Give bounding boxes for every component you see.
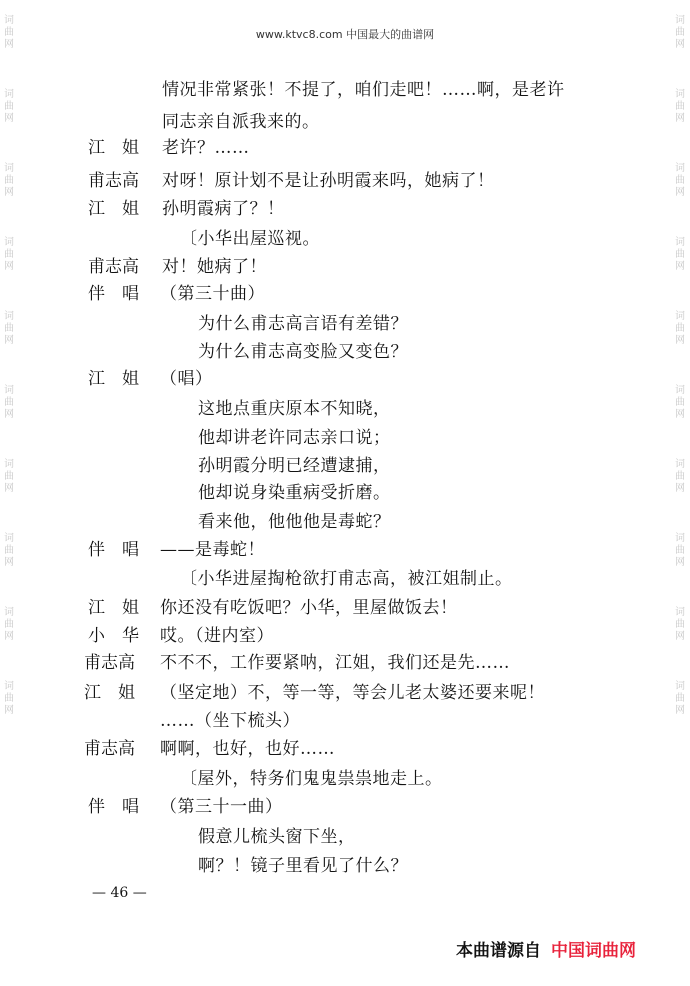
- watermark-char: 网: [675, 187, 685, 198]
- watermark-char: 曲: [675, 471, 685, 482]
- watermark-char: 网: [4, 187, 14, 198]
- speaker-name: 江 姐: [88, 138, 139, 158]
- footer-site-link[interactable]: 中国词曲网: [551, 941, 636, 961]
- watermark-char: 网: [4, 705, 14, 716]
- speaker-name: 江 姐: [88, 598, 139, 618]
- lyric-line: 假意儿梳头窗下坐，: [198, 827, 356, 847]
- dialogue-line: （第三十一曲）: [160, 797, 283, 817]
- watermark-char: 网: [675, 483, 685, 494]
- watermark-char: 曲: [4, 249, 14, 260]
- dialogue-line: 情况非常紧张！不提了，咱们走吧！……啊，是老许: [162, 80, 565, 100]
- lyric-line: 他却说身染重病受折磨。: [198, 483, 391, 503]
- watermark-char: 网: [675, 39, 685, 50]
- watermark-char: 曲: [675, 101, 685, 112]
- watermark-char: 词: [4, 163, 14, 174]
- watermark-char: 曲: [4, 397, 14, 408]
- watermark-char: 词: [4, 15, 14, 26]
- watermark-char: 网: [675, 631, 685, 642]
- watermark-char: 词: [675, 681, 685, 692]
- footer-credit: [456, 936, 636, 961]
- watermark-char: 词: [4, 237, 14, 248]
- speaker-name: 江 姐: [88, 199, 139, 219]
- lyric-line: 他却讲老许同志亲口说；: [198, 428, 391, 448]
- dialogue-line: 孙明霞病了？！: [162, 199, 285, 219]
- watermark-char: 词: [675, 89, 685, 100]
- watermark-char: 曲: [4, 101, 14, 112]
- dialogue-line: 哎。（进内室）: [160, 626, 274, 646]
- watermark-char: 词: [675, 15, 685, 26]
- speaker-name: 伴 唱: [88, 284, 139, 304]
- watermark-char: 网: [675, 409, 685, 420]
- speaker-name: 小 华: [88, 626, 139, 646]
- lyric-line: 为什么甫志高变脸又变色？: [198, 342, 408, 362]
- lyric-line: 孙明霞分明已经遭逮捕，: [198, 456, 391, 476]
- dialogue-line: 对！她病了！: [162, 257, 267, 277]
- watermark-char: 网: [675, 557, 685, 568]
- speaker-name: 甫志高: [88, 257, 139, 277]
- watermark-char: 网: [4, 113, 14, 124]
- watermark-char: 网: [4, 483, 14, 494]
- stage-direction: 〔小华进屋掏枪欲打甫志高，被江姐制止。: [180, 569, 513, 589]
- watermark-char: 曲: [4, 175, 14, 186]
- lyric-line: 为什么甫志高言语有差错？: [198, 314, 408, 334]
- watermark-char: 曲: [4, 27, 14, 38]
- watermark-char: 词: [4, 459, 14, 470]
- speaker-name: 伴 唱: [88, 540, 139, 560]
- speaker-name: 甫志高: [84, 653, 135, 673]
- watermark-char: 词: [4, 311, 14, 322]
- watermark-char: 曲: [4, 545, 14, 556]
- watermark-char: 网: [675, 335, 685, 346]
- speaker-name: 江 姐: [88, 369, 139, 389]
- watermark-char: 网: [675, 261, 685, 272]
- stage-direction: 〔屋外，特务们鬼鬼祟祟地走上。: [180, 769, 443, 789]
- watermark-char: 曲: [4, 619, 14, 630]
- stage-direction: ……（坐下梳头）: [160, 711, 300, 731]
- watermark-char: 曲: [4, 693, 14, 704]
- stage-direction: 〔小华出屋巡视。: [180, 229, 320, 249]
- watermark-char: 曲: [4, 471, 14, 482]
- watermark-char: 词: [675, 163, 685, 174]
- watermark-char: 曲: [4, 323, 14, 334]
- watermark-char: 网: [4, 261, 14, 272]
- dialogue-line: 同志亲自派我来的。: [162, 112, 320, 132]
- page-number: — 46 —: [92, 885, 147, 901]
- watermark-char: 词: [675, 607, 685, 618]
- watermark-char: 词: [675, 311, 685, 322]
- watermark-char: 曲: [675, 27, 685, 38]
- watermark-char: 网: [675, 113, 685, 124]
- dialogue-line: 不不不，工作要紧呐，江姐，我们还是先……: [160, 653, 510, 673]
- lyric-line: 看来他，他他他是毒蛇？: [198, 512, 391, 532]
- watermark-char: 曲: [675, 323, 685, 334]
- watermark-char: 曲: [675, 545, 685, 556]
- footer-source-label: 本曲谱源自: [456, 941, 541, 961]
- watermark-char: 词: [675, 459, 685, 470]
- watermark-char: 网: [4, 631, 14, 642]
- dialogue-line: （坚定地）不，等一等，等会儿老太婆还要来呢！: [160, 683, 545, 703]
- speaker-name: 甫志高: [84, 739, 135, 759]
- watermark-char: 曲: [675, 175, 685, 186]
- watermark-char: 词: [4, 385, 14, 396]
- watermark-char: 词: [4, 89, 14, 100]
- lyric-line: 啊？！镜子里看见了什么？: [198, 856, 408, 876]
- watermark-char: 网: [675, 705, 685, 716]
- watermark-char: 词: [4, 533, 14, 544]
- watermark-char: 词: [675, 533, 685, 544]
- watermark-char: 曲: [675, 397, 685, 408]
- dialogue-line: 你还没有吃饭吧？小华，里屋做饭去！: [160, 598, 458, 618]
- watermark-char: 网: [4, 335, 14, 346]
- page-header-url: www.ktvc8.com 中国最大的曲谱网: [255, 28, 435, 41]
- lyric-line: 这地点重庆原本不知晓，: [198, 399, 391, 419]
- dialogue-line: （唱）: [160, 369, 213, 389]
- watermark-char: 曲: [675, 619, 685, 630]
- speaker-name: 江 姐: [84, 683, 135, 703]
- watermark-char: 曲: [675, 249, 685, 260]
- dialogue-line: 对呀！原计划不是让孙明霞来吗，她病了！: [162, 171, 495, 191]
- watermark-char: 曲: [675, 693, 685, 704]
- watermark-char: 网: [4, 39, 14, 50]
- left-watermark: [2, 15, 16, 717]
- speaker-name: 甫志高: [88, 171, 139, 191]
- watermark-char: 词: [675, 385, 685, 396]
- watermark-char: 词: [675, 237, 685, 248]
- dialogue-line: 啊啊，也好，也好……: [160, 739, 335, 759]
- watermark-char: 词: [4, 681, 14, 692]
- dialogue-line: （第三十曲）: [160, 284, 265, 304]
- watermark-char: 网: [4, 557, 14, 568]
- dialogue-line: 老许？……: [162, 138, 250, 158]
- watermark-char: 词: [4, 607, 14, 618]
- dialogue-line: ——是毒蛇！: [160, 540, 265, 560]
- speaker-name: 伴 唱: [88, 797, 139, 817]
- watermark-char: 网: [4, 409, 14, 420]
- right-watermark: [673, 15, 687, 717]
